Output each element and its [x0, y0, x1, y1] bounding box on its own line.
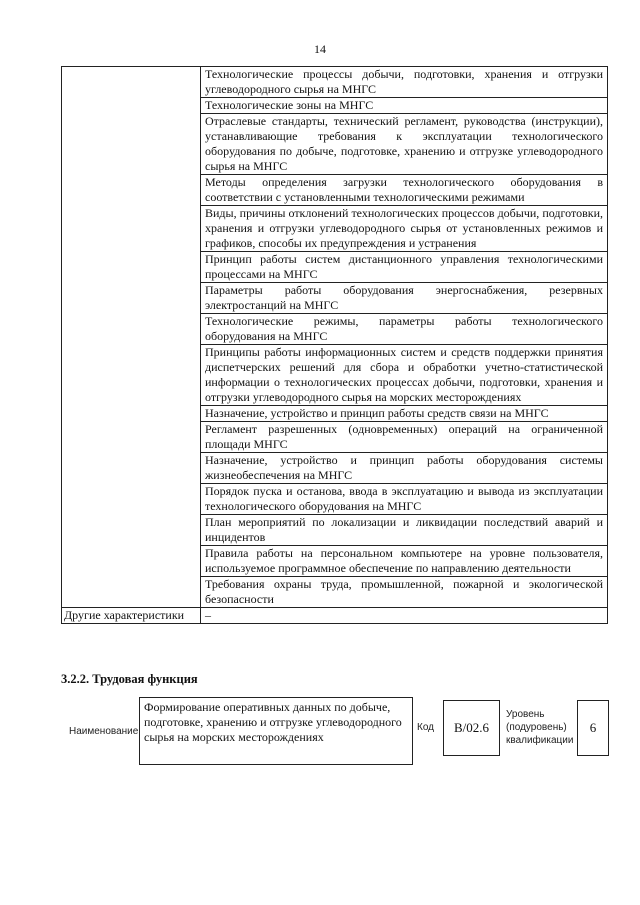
knowledge-item-text: Принципы работы информационных систем и средств поддержки принятия диспетчерских решений для сбора и обработки учетно-статистической информации о технологических процессах добычи, подготовки, хранения и отгрузки углеводородного сырья на морских месторождениях	[201, 345, 608, 406]
knowledge-item-text: Технологические режимы, параметры работы технологического оборудования на МНГС	[201, 314, 608, 345]
knowledge-item-text: Порядок пуска и останова, ввода в эксплуатацию и вывода из эксплуатации технологического оборудования на МНГС	[201, 484, 608, 515]
knowledge-item-text: Методы определения загрузки технологического оборудования в соответствии с установленными технологическими режимами	[201, 175, 608, 206]
knowledge-item-text: Требования охраны труда, промышленной, пожарной и экологической безопасности	[201, 577, 608, 608]
knowledge-item-text: Регламент разрешенных (одновременных) операций на ограниченной площади МНГС	[201, 422, 608, 453]
other-characteristics-row	[62, 608, 608, 624]
qualification-level-value: 6	[577, 700, 609, 756]
other-characteristics-label: Другие характеристики	[62, 608, 201, 624]
knowledge-item-text: Принцип работы систем дистанционного управления технологическими процессами на МНГС	[201, 252, 608, 283]
knowledge-item-text: План мероприятий по локализации и ликвидации последствий аварий и инцидентов	[201, 515, 608, 546]
section-heading: 3.2.2. Трудовая функция	[61, 672, 198, 686]
knowledge-item-text: Параметры работы оборудования энергоснабжения, резервных электростанций на МНГС	[201, 283, 608, 314]
function-name-label: Наименование	[69, 726, 139, 737]
knowledge-item-text: Виды, причины отклонений технологических процессов добычи, подготовки, хранения и отгрузки углеводородного сырья от установленных режимов и графиков, способы их предупреждения и устранения	[201, 206, 608, 252]
knowledge-item-text: Технологические зоны на МНГС	[201, 98, 608, 114]
function-name-value: Формирование оперативных данных по добыче, подготовке, хранению и отгрузке углеводородного сырья на морских месторождениях	[139, 697, 413, 765]
function-code-label: Код	[417, 722, 435, 733]
knowledge-item-text: Назначение, устройство и принцип работы оборудования системы жизнеобеспечения на МНГС	[201, 453, 608, 484]
knowledge-row	[62, 67, 608, 98]
page-number: 14	[314, 42, 326, 56]
knowledge-item-text: Назначение, устройство и принцип работы средств связи на МНГС	[201, 406, 608, 422]
knowledge-item-text: Технологические процессы добычи, подготовки, хранения и отгрузки углеводородного сырья на МНГС	[201, 67, 608, 98]
qualification-level-label: Уровень (подуровень) квалификации	[506, 709, 574, 746]
knowledge-table-body	[62, 67, 608, 624]
function-code-value: B/02.6	[443, 700, 500, 756]
required-knowledge-table	[61, 66, 608, 624]
other-characteristics-value: –	[201, 608, 608, 624]
required-knowledge-label-cell	[62, 67, 201, 608]
knowledge-item-text: Отраслевые стандарты, технический регламент, руководства (инструкции), устанавливающие требования к эксплуатации технологического оборудования по добыче, подготовке, хранению и отгрузке углеводородного сырья на МНГС	[201, 114, 608, 175]
knowledge-item-text: Правила работы на персональном компьютере на уровне пользователя, используемое программное обеспечение по направлению деятельности	[201, 546, 608, 577]
